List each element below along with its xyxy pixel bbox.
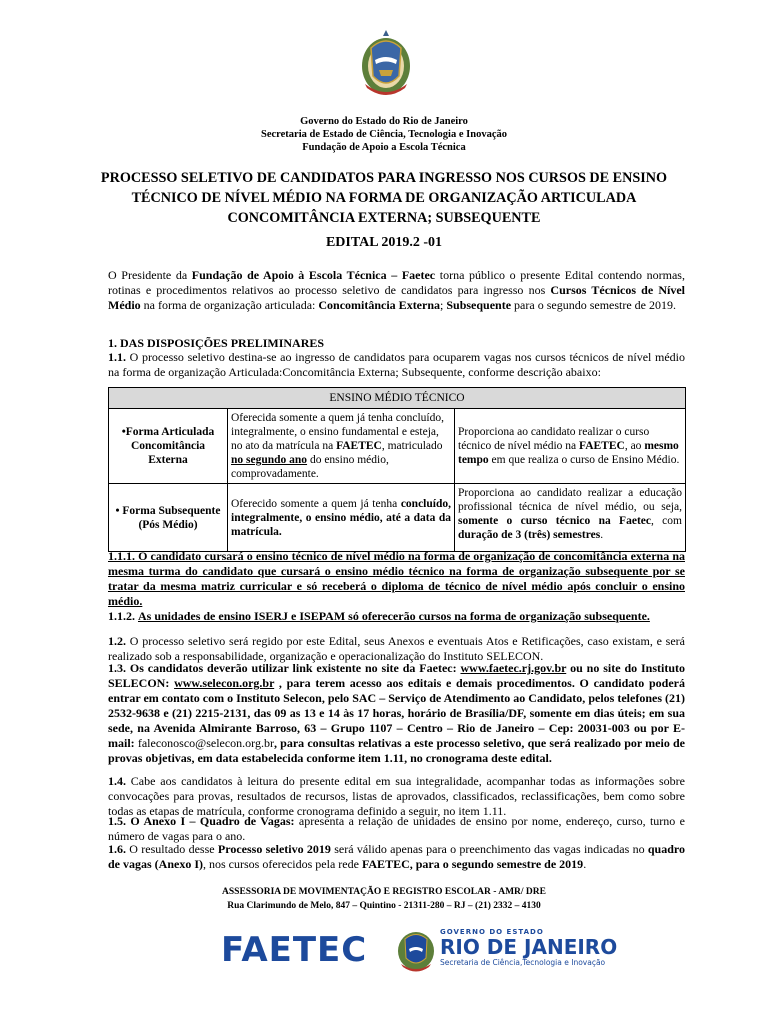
intro-paragraph: O Presidente da Fundação de Apoio à Escola Técnica – Faetec torna público o presente Edital contendo normas, rotinas e procedimentos relativos ao processo seletivo de candidatos para ingresso nos Cursos Técnicos de Nível Médio na forma de organização articulada: Concomitância Externa; Subsequente para o segundo semestre de 2019. [108,268,685,312]
table-cell: Oferecido somente a quem já tenha concluído, integralmente, o ensino médio, até a data da matrícula. [228,484,455,552]
item-1-1: 1.1. O processo seletivo destina-se ao ingresso de candidatos para ocuparem vagas nos cursos técnicos de nível médio na forma de organização Articulada:Concomitância Externa; Subsequente, conforme descrição abaixo: [108,350,685,379]
table-header: ENSINO MÉDIO TÉCNICO [109,388,686,409]
item-1-6: 1.6. O resultado desse Processo seletivo 2019 será válido apenas para o preenchimento das vagas indicadas no quadro de vagas (Anexo I), nos cursos oferecidos pela rede FAETEC, para o segundo semestre de 2019. [108,842,686,871]
selecon-site-link[interactable]: www.selecon.org.br [174,676,275,690]
footer-office: ASSESSORIA DE MOVIMENTAÇÃO E REGISTRO ESCOLAR - AMR/ DRE [222,887,546,897]
faetec-site-link[interactable]: www.faetec.rj.gov.br [460,661,567,675]
faetec-logo: FAETEC [221,930,368,970]
table-cell: Proporciona ao candidato realizar o curso técnico de nível médio na FAETEC, ao mesmo tempo em que realiza o curso de Ensino Médio. [455,409,686,484]
rj-coat-of-arms-icon [396,928,436,972]
item-1-1-1: 1.1.1. O candidato cursará o ensino técnico de nível médio na forma de organização de concomitância externa na mesma turma do candidato que cursará o ensino médio técnico na forma de organização subsequente por se tratar da mesma matriz curricular e só receberá o diploma de técnico de nível médio após concluir o ensino médio. [108,549,685,608]
modalities-table [108,387,686,552]
table-row [109,484,686,552]
section-heading: 1. DAS DISPOSIÇÕES PRELIMINARES [108,336,325,350]
table-cell: Oferecida somente a quem já tenha concluído, integralmente, o ensino fundamental e esteja, no ato da matrícula na FAETEC, matriculado no segundo ano do ensino médio, comprovadamente. [228,409,455,484]
document-title: PROCESSO SELETIVO DE CANDIDATOS PARA INGRESSO NOS CURSOS DE ENSINO TÉCNICO DE NÍVEL MÉDIO NA FORMA DE ORGANIZAÇÃO ARTICULADA CONCOMITÂNCIA EXTERNA; SUBSEQUENTE [100,170,668,226]
item-1-1-2: 1.1.2. As unidades de ensino ISERJ e ISEPAM só oferecerão cursos na forma de organização subsequente. [108,609,650,623]
table-cell: Proporciona ao candidato realizar a educação profissional técnica de nível médio, ou seja, somente o curso técnico na Faetec, com duração de 3 (três) semestres. [455,484,686,552]
header-secretariat: Secretaria de Estado de Ciência, Tecnologia e Inovação [261,129,507,140]
state-coat-of-arms-icon [359,28,413,98]
footer-address: Rua Clarimundo de Melo, 847 – Quintino - 21311-280 – RJ – (21) 2332 – 4130 [227,901,541,911]
table-cell: • Forma Subsequente (Pós Médio) [109,484,228,552]
header-government: Governo do Estado do Rio de Janeiro [300,116,468,127]
item-1-5: 1.5. O Anexo I – Quadro de Vagas: apresenta a relação de unidades de ensino por nome, endereço, curso, turno e número de vagas para o ano. [108,814,685,843]
item-1-2: 1.2. O processo seletivo será regido por este Edital, seus Anexos e eventuais Atos e Retificações, caso existam, e será realizado sob a responsabilidade, organização e operacionalização do Instituto SELECON. [108,634,685,663]
rj-government-logo: GOVERNO DO ESTADO RIO DE JANEIRO Secretaria de Ciência,Tecnologia e Inovação [440,928,618,967]
item-1-4: 1.4. Cabe aos candidatos à leitura do presente edital em sua integralidade, acompanhar todas as informações sobre convocações para provas, resultados de recursos, listas de aprovados, classificados, reclassificações, bem como sobre todas as etapas de matrícula, conforme cronograma definido a seguir, no item 1.11. [108,774,685,818]
item-1-3: 1.3. Os candidatos deverão utilizar link existente no site da Faetec: www.faetec.rj.gov.br ou no site do Instituto SELECON: www.selecon.org.br , para terem acesso aos editais e demais procedimentos. O candidato poderá entrar em contato com o Instituto Selecon, pelo SAC – Serviço de Atendimento ao Candidato, pelos telefones (21) 2532-9638 e (21) 2215-2131, das 09 as 13 e 14 às 17 horas, horário de Brasília/DF, somente em dias úteis; em sua sede, na Avenida Almirante Barroso, 63 – Grupo 1107 – Centro – Rio de Janeiro – Cep: 20031-003 ou por E-mail: faleconosco@selecon.org.br, para consultas relativas a este processo seletivo, que será realizado por meio de provas objetivas, em data estabelecida conforme item 1.11, no cronograma deste edital. [108,661,686,765]
contact-email[interactable]: faleconosco@selecon.org.br [137,736,274,750]
header-foundation: Fundação de Apoio a Escola Técnica [302,142,466,153]
table-cell: •Forma Articulada Concomitância Externa [109,409,228,484]
edital-number: EDITAL 2019.2 -01 [325,235,443,250]
table-row [109,409,686,484]
